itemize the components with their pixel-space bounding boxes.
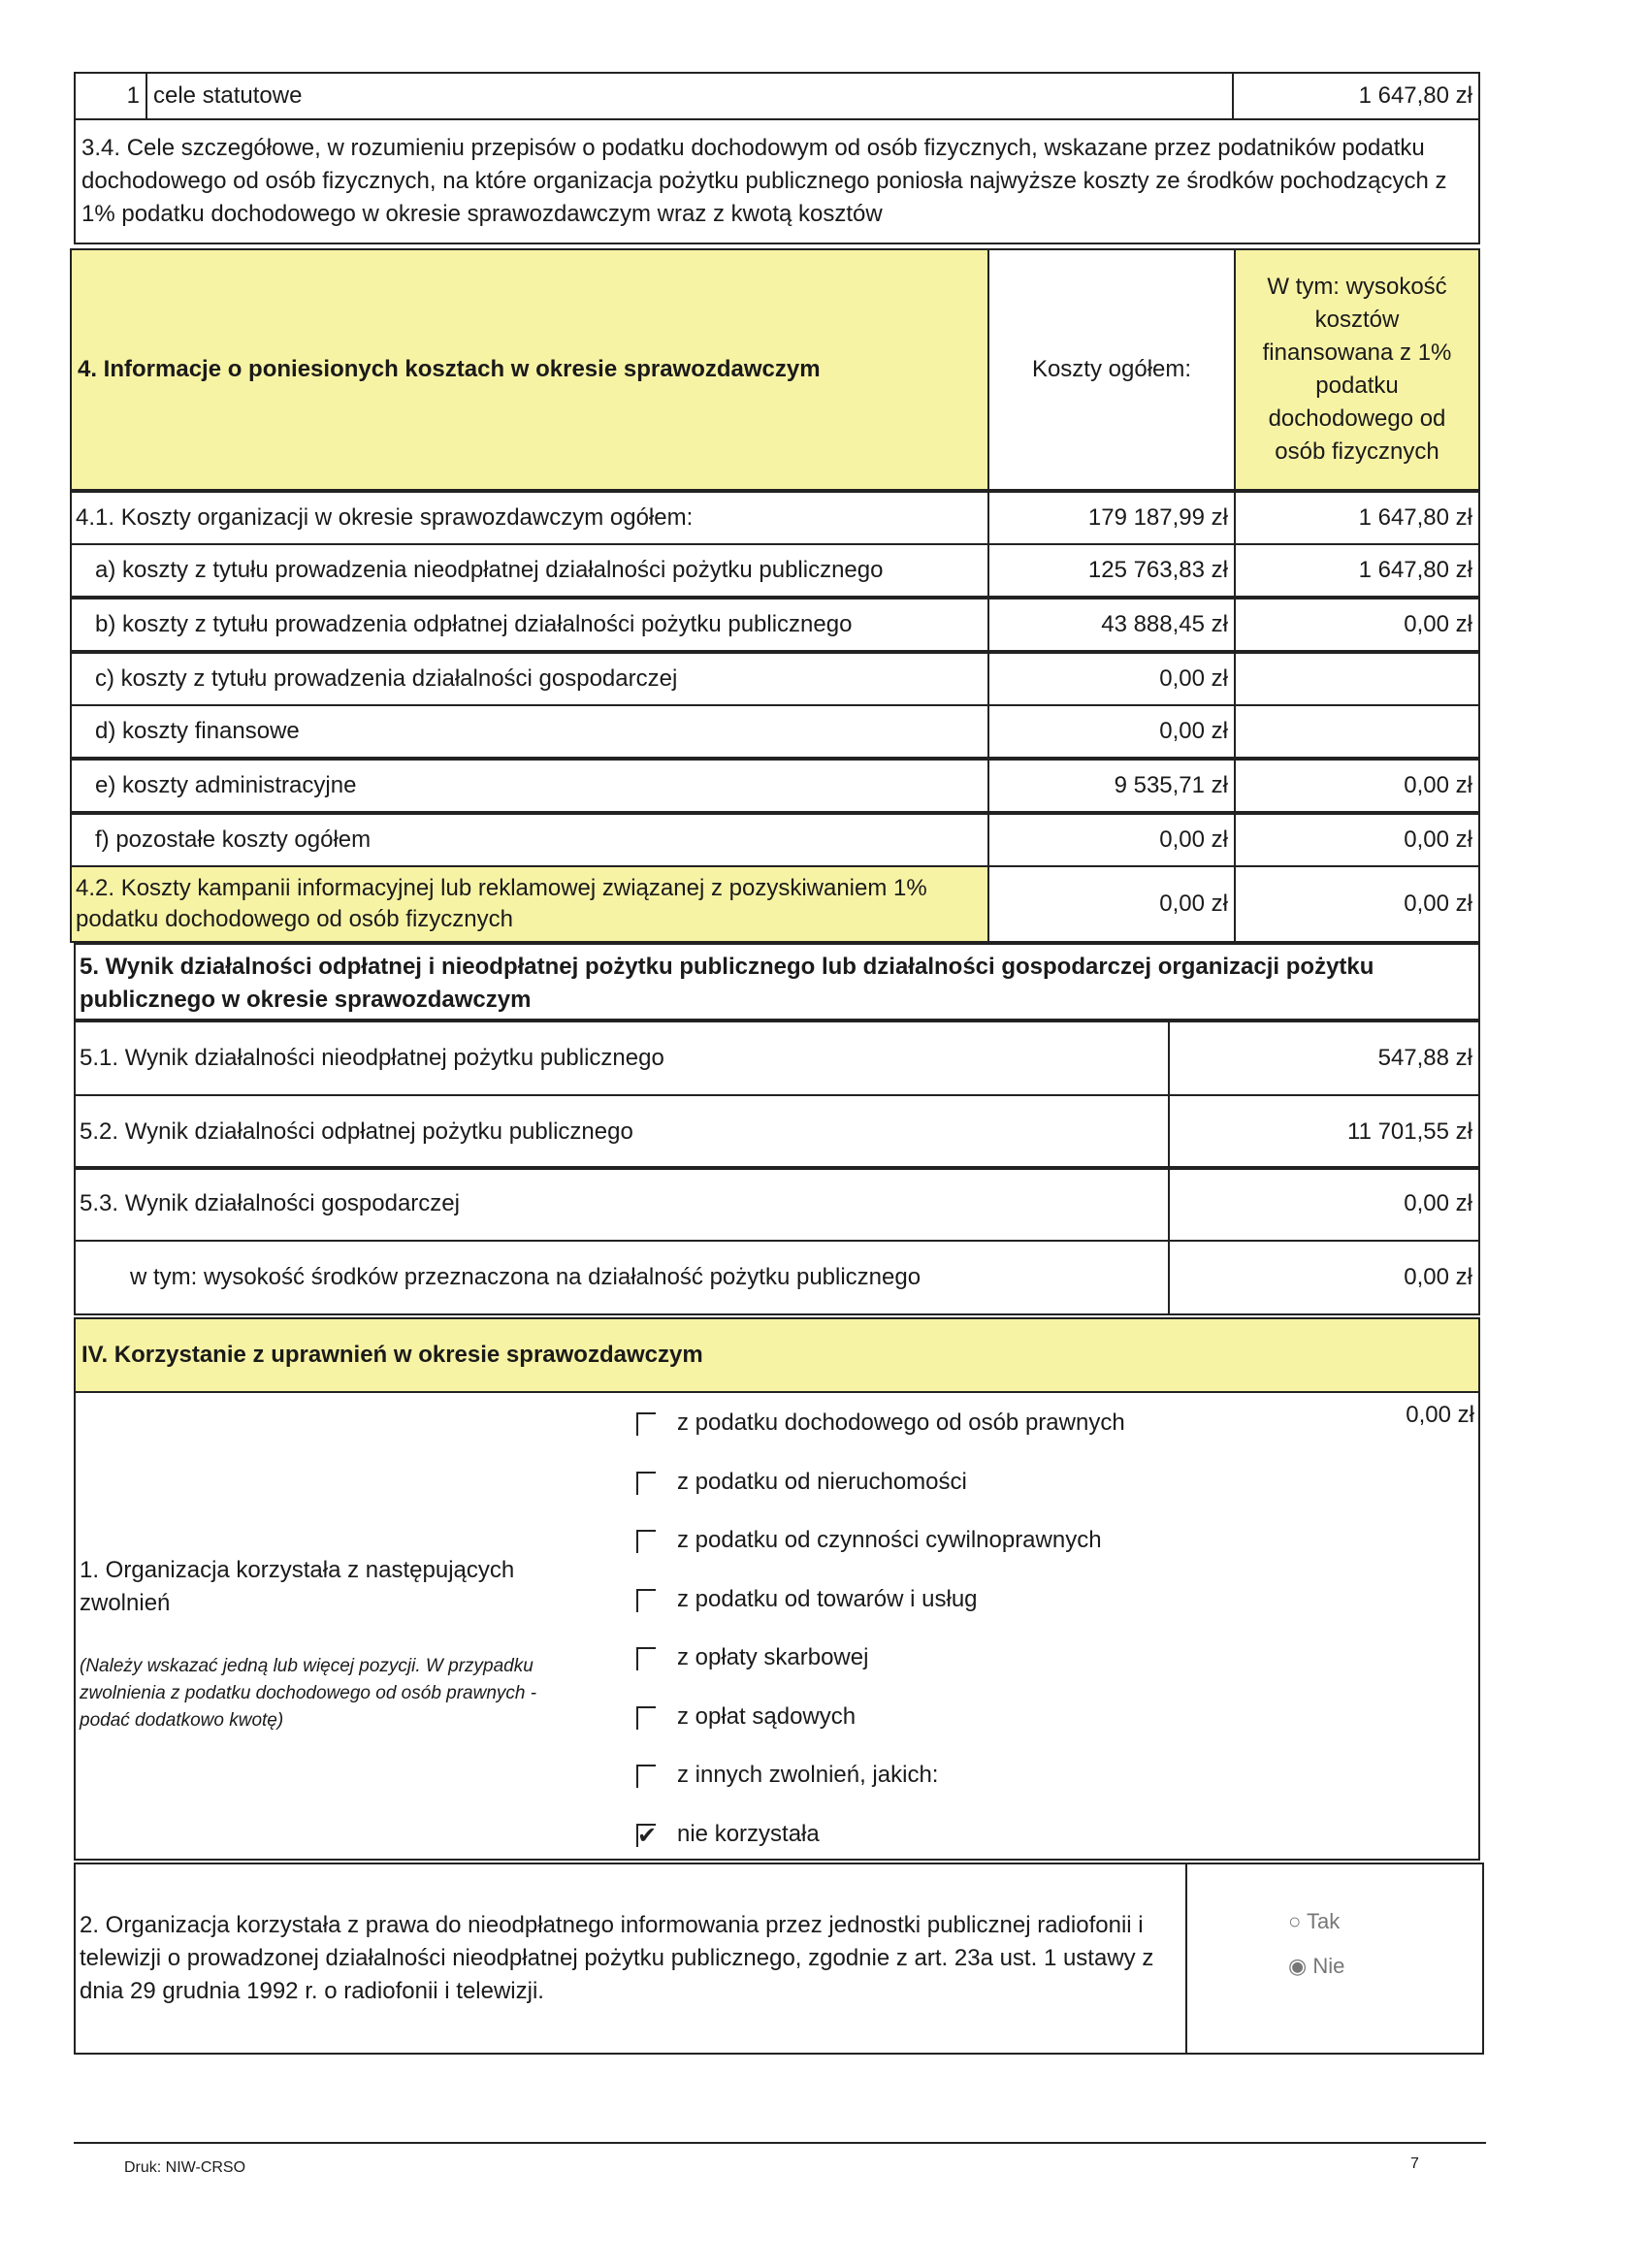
radio-nie-label: Nie [1312, 1954, 1345, 1978]
exemption-option-label: z podatku od towarów i usług [677, 1585, 978, 1612]
section-IV-title: IV. Korzystanie z uprawnień w okresie sprawozdawczym [74, 1317, 1480, 1393]
exemption-option-label: z podatku od nieruchomości [677, 1468, 967, 1495]
exemption-option-label: nie korzystała [677, 1820, 820, 1847]
exemption-option-label: z innych zwolnień, jakich: [677, 1762, 939, 1788]
radio-empty-icon: ○ [1288, 1909, 1302, 1933]
checkbox-icon[interactable] [636, 1765, 656, 1788]
exemption-option[interactable] [636, 1818, 1257, 1857]
q2-label: 2. Organizacja korzystała z prawa do nieodpłatnego informowania przez jednostki publicznej radiofonii i telewizji o prowadzonej działalności nieodpłatnej pożytku publicznego, zgodnie z art. 23a ust. 1 ustawy z dnia 29 grudnia 1992 r. o radiofonii i telewizji. [80, 1912, 1154, 2004]
exemption-option[interactable] [636, 1701, 1257, 1739]
q2-divider [1185, 1863, 1187, 2055]
row-1-label: cele statutowe [146, 72, 1234, 120]
exemption-option-label: z podatku dochodowego od osób prawnych [677, 1409, 1125, 1436]
cost-row-label: 4.2. Koszty kampanii informacyjnej lub reklamowej związanej z pozyskiwaniem 1% podatku dochodowego od osób fizycznych [70, 865, 989, 943]
cost-row-1pct [1234, 652, 1480, 706]
q1-left-rule [74, 1859, 623, 1861]
exemption-option-label: z opłat sądowych [677, 1702, 857, 1730]
q1-note: (Należy wskazać jedną lub więcej pozycji. W przypadku zwolnienia z podatku dochodowego od osób prawnych - podać dodatkowo kwotę) [80, 1656, 537, 1731]
exemption-option-label: z opłaty skarbowej [677, 1644, 869, 1670]
radio-nie[interactable] [1288, 1954, 1344, 1979]
result-row-label: 5.3. Wynik działalności gospodarczej [74, 1166, 1170, 1242]
cost-row-label: 4.1. Koszty organizacji w okresie sprawozdawczym ogółem: [70, 491, 989, 545]
cost-row-label: e) koszty administracyjne [70, 759, 989, 813]
cost-row-label: c) koszty z tytułu prowadzenia działalności gospodarczej [70, 652, 989, 706]
footer-print: Druk: NIW-CRSO [124, 2159, 246, 2176]
cost-row-label: b) koszty z tytułu prowadzenia odpłatnej działalności pożytku publicznego [70, 598, 989, 652]
cost-row-label: d) koszty finansowe [70, 704, 989, 759]
cost-row-label: a) koszty z tytułu prowadzenia nieodpłatnej działalności pożytku publicznego [70, 543, 989, 598]
checkbox-icon[interactable] [636, 1472, 656, 1495]
cost-row-1pct: 1 647,80 zł [1234, 543, 1480, 598]
result-row-label: 5.2. Wynik działalności odpłatnej pożytku publicznego [74, 1094, 1170, 1170]
cost-row-1pct: 0,00 zł [1234, 865, 1480, 943]
exemption-option-label: z podatku od czynności cywilnoprawnych [677, 1527, 1102, 1553]
cost-row-1pct: 1 647,80 zł [1234, 491, 1480, 545]
cost-row-total: 0,00 zł [987, 813, 1236, 867]
checkbox-icon[interactable] [636, 1706, 656, 1730]
cost-row-label: f) pozostałe koszty ogółem [70, 813, 989, 867]
exemption-option[interactable] [636, 1759, 1257, 1798]
result-row-value: 547,88 zł [1168, 1021, 1480, 1096]
section-4-title: 4. Informacje o poniesionych kosztach w okresie sprawozdawczym [70, 248, 989, 491]
result-row-value: 11 701,55 zł [1168, 1094, 1480, 1170]
q1-amount: 0,00 zł [1406, 1402, 1474, 1428]
cost-row-1pct: 0,00 zł [1234, 759, 1480, 813]
row-1-num: 1 [74, 72, 147, 120]
cost-row-total: 0,00 zł [987, 865, 1236, 943]
footer-page-number: 7 [1410, 2155, 1419, 2172]
cost-row-1pct: 0,00 zł [1234, 598, 1480, 652]
checkbox-icon[interactable] [636, 1530, 656, 1553]
checkbox-icon[interactable] [636, 1589, 656, 1612]
radio-selected-icon: ◉ [1288, 1954, 1308, 1978]
cost-row-1pct [1234, 704, 1480, 759]
cost-row-1pct: 0,00 zł [1234, 813, 1480, 867]
col-total-header: Koszty ogółem: [987, 248, 1236, 491]
cost-row-total: 0,00 zł [987, 704, 1236, 759]
exemption-option[interactable] [636, 1641, 1257, 1680]
footer-rule [74, 2142, 1486, 2144]
checkbox-checked-icon[interactable] [636, 1824, 656, 1847]
row-1-value: 1 647,80 zł [1232, 72, 1480, 120]
cost-row-total: 0,00 zł [987, 652, 1236, 706]
radio-tak[interactable] [1288, 1909, 1340, 1934]
exemption-option[interactable] [636, 1466, 1257, 1505]
cost-row-total: 125 763,83 zł [987, 543, 1236, 598]
checkbox-icon[interactable] [636, 1647, 656, 1670]
cost-row-total: 179 187,99 zł [987, 491, 1236, 545]
result-row-value: 0,00 zł [1168, 1166, 1480, 1242]
exemption-option[interactable] [636, 1524, 1257, 1563]
q1-label: 1. Organizacja korzystała z następujących zwolnień [80, 1557, 515, 1616]
cost-row-total: 9 535,71 zł [987, 759, 1236, 813]
radio-tak-label: Tak [1307, 1909, 1341, 1933]
cost-row-total: 43 888,45 zł [987, 598, 1236, 652]
checkbox-icon[interactable] [636, 1412, 656, 1436]
result-row-label: 5.1. Wynik działalności nieodpłatnej pożytku publicznego [74, 1021, 1170, 1096]
exemption-option[interactable] [636, 1583, 1257, 1622]
result-row-value: 0,00 zł [1168, 1240, 1480, 1315]
col-1pct-header: W tym: wysokość kosztów finansowana z 1% podatku dochodowego od osób fizycznych [1234, 248, 1480, 491]
section-3-4: 3.4. Cele szczegółowe, w rozumieniu przepisów o podatku dochodowym od osób fizycznych, wskazane przez podatników podatku dochodowego od osób fizycznych, na które organizacja pożytku publicznego poniosła najwyższe koszty ze środków pochodzących z 1% podatku dochodowego w okresie sprawozdawczym wraz z kwotą kosztów [74, 118, 1480, 244]
section-5-title: 5. Wynik działalności odpłatnej i nieodpłatnej pożytku publicznego lub działalności gospodarczej organizacji pożytku publicznego w okresie sprawozdawczym [74, 943, 1480, 1021]
result-row-label: w tym: wysokość środków przeznaczona na działalność pożytku publicznego [74, 1240, 1170, 1315]
exemption-option[interactable] [636, 1407, 1257, 1445]
